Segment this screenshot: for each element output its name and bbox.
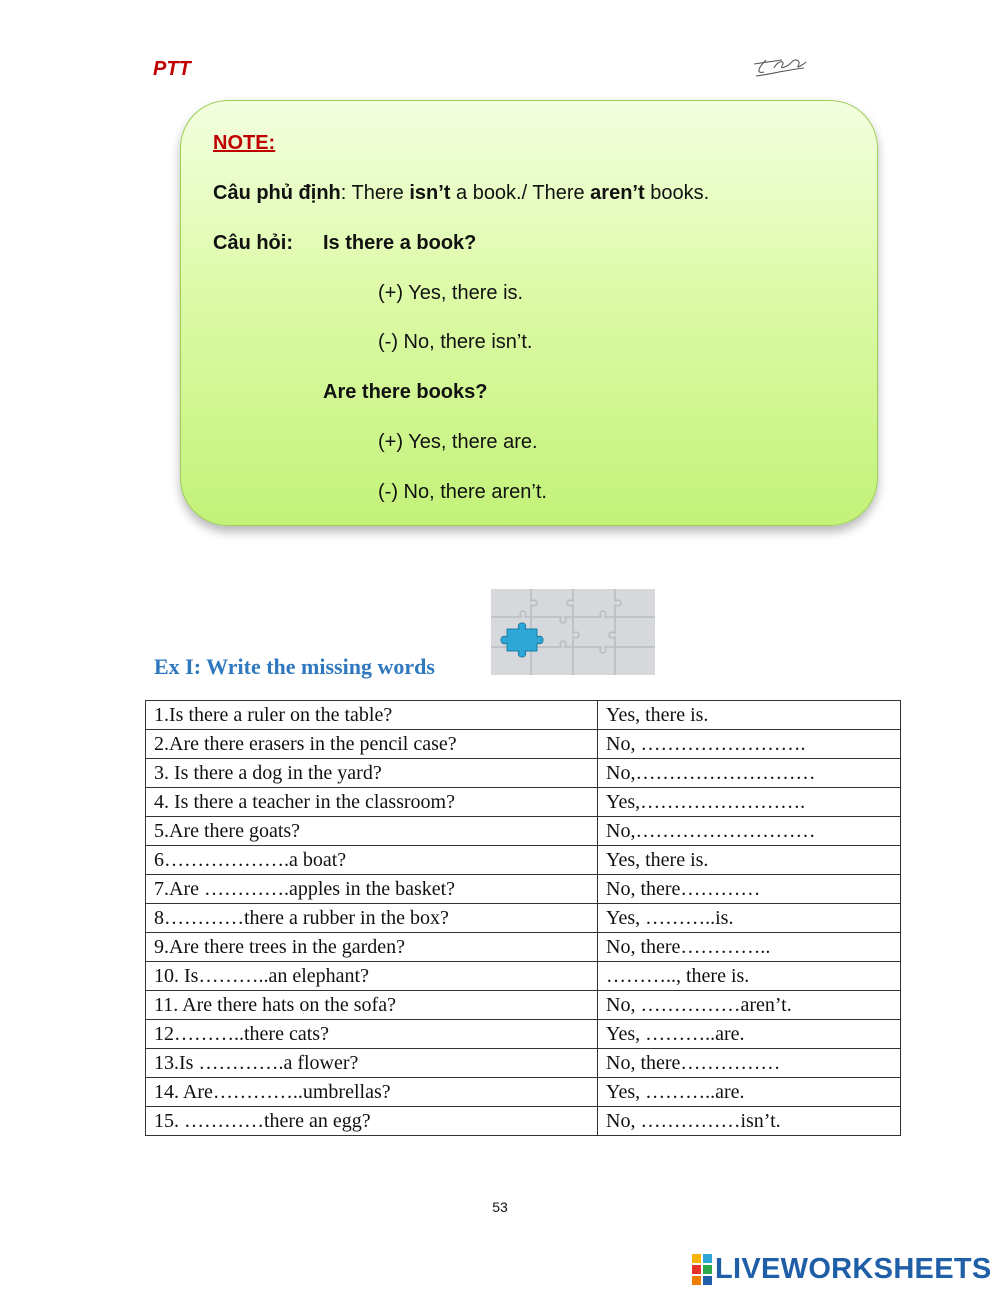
negative-text-3: books.: [644, 182, 710, 204]
table-row: [146, 904, 901, 933]
logo-tile: [692, 1254, 701, 1263]
question-1-no: (-) No, there isn’t.: [378, 331, 533, 353]
table-row: [146, 1107, 901, 1136]
logo-tile: [703, 1276, 712, 1285]
answer-cell: No, ……………isn’t.: [598, 1107, 901, 1136]
question-cell: 5.Are there goats?: [146, 817, 598, 846]
question-1-yes: (+) Yes, there is.: [378, 282, 524, 304]
question-cell: 13.Is ………….a flower?: [146, 1049, 598, 1078]
answer-cell: No, ……………aren’t.: [598, 991, 901, 1020]
table-row: [146, 991, 901, 1020]
table-row: [146, 1078, 901, 1107]
table-row: [146, 759, 901, 788]
table-row: [146, 962, 901, 991]
question-2-no: (-) No, there aren’t.: [378, 481, 547, 503]
table-row: [146, 1020, 901, 1049]
table-row: [146, 875, 901, 904]
liveworksheets-wordmark: LIVEWORKSHEETS: [715, 1252, 992, 1285]
exercise-title: Ex I: Write the missing words: [154, 654, 435, 679]
answer-cell: Yes, ………..are.: [598, 1020, 901, 1049]
table-row: [146, 788, 901, 817]
question-label: Câu hỏi:: [213, 232, 293, 254]
negative-line: [213, 182, 709, 205]
question-cell: 9.Are there trees in the garden?: [146, 933, 598, 962]
note-title: NOTE:: [213, 132, 276, 154]
page-number: 53: [492, 1199, 508, 1215]
table-row: [146, 933, 901, 962]
answer-cell: No, there…………: [598, 875, 901, 904]
negative-label: Câu phủ định: [213, 182, 341, 204]
answer-cell: No, there…………..: [598, 933, 901, 962]
question-cell: 7.Are ………….apples in the basket?: [146, 875, 598, 904]
table-row: [146, 730, 901, 759]
negative-isnt: isn’t: [409, 182, 451, 204]
negative-text-1: : There: [340, 182, 410, 204]
answer-cell: Yes, ………..are.: [598, 1078, 901, 1107]
table-row: [146, 846, 901, 875]
answer-cell: Yes, there is.: [598, 846, 901, 875]
logo-tile: [703, 1265, 712, 1274]
answer-cell: Yes, there is.: [598, 701, 901, 730]
liveworksheets-icon: [692, 1254, 712, 1285]
question-cell: 11. Are there hats on the sofa?: [146, 991, 598, 1020]
question-cell: 8…………there a rubber in the box?: [146, 904, 598, 933]
question-2: Are there books?: [323, 381, 488, 403]
signature-image: [752, 50, 808, 80]
answer-cell: No, there……………: [598, 1049, 901, 1078]
note-box: [180, 100, 878, 526]
header-tag: PTT: [153, 58, 191, 80]
logo-tile: [692, 1276, 701, 1285]
answer-cell: No,………………………: [598, 759, 901, 788]
exercise-table: [145, 700, 901, 1136]
answer-cell: No,………………………: [598, 817, 901, 846]
answer-cell: No, …………………….: [598, 730, 901, 759]
question-cell: 4. Is there a teacher in the classroom?: [146, 788, 598, 817]
question-cell: 14. Are…………..umbrellas?: [146, 1078, 598, 1107]
question-cell: 15. …………there an egg?: [146, 1107, 598, 1136]
question-cell: 2.Are there erasers in the pencil case?: [146, 730, 598, 759]
answer-cell: Yes,…………………….: [598, 788, 901, 817]
puzzle-image: [491, 589, 655, 675]
question-cell: 6……………….a boat?: [146, 846, 598, 875]
liveworksheets-logo: [692, 1252, 992, 1286]
table-row: [146, 701, 901, 730]
question-cell: 12………..there cats?: [146, 1020, 598, 1049]
table-row: [146, 1049, 901, 1078]
negative-text-2: a book./ There: [450, 182, 591, 204]
question-1: Is there a book?: [323, 232, 477, 254]
question-cell: 10. Is………..an elephant?: [146, 962, 598, 991]
question-2-yes: (+) Yes, there are.: [378, 431, 538, 453]
negative-arent: aren’t: [590, 182, 645, 204]
logo-tile: [703, 1254, 712, 1263]
question-cell: 1.Is there a ruler on the table?: [146, 701, 598, 730]
answer-cell: ……….., there is.: [598, 962, 901, 991]
logo-tile: [692, 1265, 701, 1274]
table-row: [146, 817, 901, 846]
question-cell: 3. Is there a dog in the yard?: [146, 759, 598, 788]
answer-cell: Yes, ………..is.: [598, 904, 901, 933]
